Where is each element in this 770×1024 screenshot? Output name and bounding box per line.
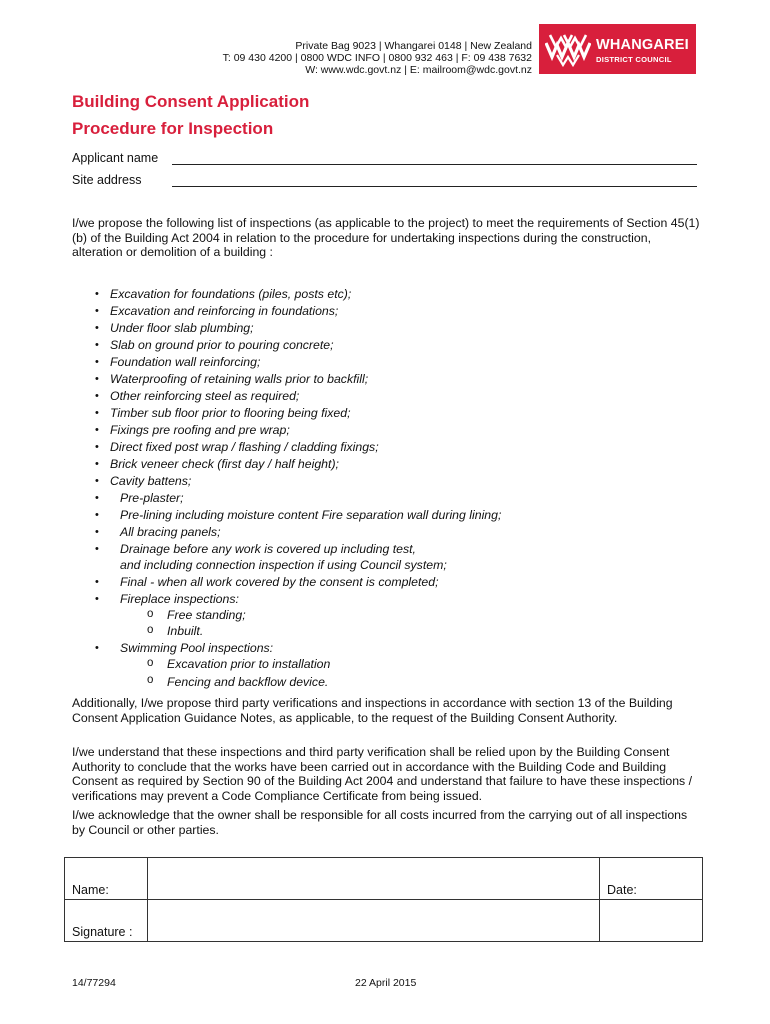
bullet-icon: •: [95, 288, 99, 300]
bullet-icon: •: [95, 458, 99, 470]
sub-bullet-icon: o: [147, 674, 154, 686]
bullet-icon: •: [95, 424, 99, 436]
bullet-icon: •: [95, 322, 99, 334]
sub-bullet-icon: o: [147, 657, 154, 669]
applicant-name-label: Applicant name: [72, 151, 159, 165]
sub-list-item: Excavation prior to installation: [167, 657, 331, 671]
bullet-icon: •: [95, 642, 99, 654]
logo-wordmark: WHANGAREI: [596, 37, 689, 53]
list-item: Under floor slab plumbing;: [110, 321, 254, 335]
list-item: Fireplace inspections:: [120, 592, 239, 606]
list-item: Fixings pre roofing and pre wrap;: [110, 423, 290, 437]
document-reference: 14/77294: [72, 977, 116, 989]
bullet-icon: •: [95, 526, 99, 538]
page-title: Building Consent Application: [72, 92, 310, 111]
list-item: Excavation for foundations (piles, posts etc);: [110, 287, 352, 301]
logo-subtitle: DISTRICT COUNCIL: [596, 55, 672, 64]
contact-web: W: www.wdc.govt.nz | E: mailroom@wdc.govt.nz: [305, 64, 532, 76]
applicant-name-field[interactable]: [172, 164, 697, 165]
list-item: Timber sub floor prior to flooring being fixed;: [110, 406, 351, 420]
site-address-label: Site address: [72, 173, 142, 187]
sub-list-item: Fencing and backflow device.: [167, 675, 329, 689]
signature-table: [64, 857, 703, 942]
list-item: Slab on ground prior to pouring concrete;: [110, 338, 334, 352]
list-item: Pre-plaster;: [120, 491, 184, 505]
sub-list-item: Inbuilt.: [167, 624, 204, 638]
sub-list-item: Free standing;: [167, 608, 246, 622]
council-logo: [539, 24, 696, 74]
sub-bullet-icon: o: [147, 608, 154, 620]
list-item: Brick veneer check (first day / half height);: [110, 457, 339, 471]
bullet-icon: •: [95, 373, 99, 385]
understanding-paragraph: I/we understand that these inspections and third party verification shall be relied upon by the Building Consent Authority to conclude that the works have been carried out in accordance with the Building Code and Building Consent as required by Section 90 of the Building Act 2004 and understand that failure to have these inspections / verifications may prevent a Code Compliance Certificate from being issued.: [72, 745, 693, 803]
acknowledgement-paragraph: I/we acknowledge that the owner shall be responsible for all costs incurred from the carrying out of all inspections by Council or other parties.: [72, 808, 688, 837]
list-item: Other reinforcing steel as required;: [110, 389, 300, 403]
bullet-icon: •: [95, 305, 99, 317]
bullet-icon: •: [95, 441, 99, 453]
signature-extra-cell[interactable]: [600, 900, 703, 942]
list-item: Foundation wall reinforcing;: [110, 355, 261, 369]
bullet-icon: •: [95, 509, 99, 521]
list-item: Final - when all work covered by the consent is completed;: [120, 575, 439, 589]
name-label: Name:: [65, 858, 148, 900]
date-field[interactable]: Date:: [600, 858, 703, 900]
intro-paragraph: I/we propose the following list of inspections (as applicable to the project) to meet the requirements of Section 45(1)(b) of the Building Act 2004 in relation to the procedure for undertaking inspections during the construction, alteration or demolition of a building :: [72, 216, 700, 259]
list-item: All bracing panels;: [120, 525, 221, 539]
site-address-field[interactable]: [172, 186, 697, 187]
list-item: Excavation and reinforcing in foundations;: [110, 304, 339, 318]
third-party-paragraph: Additionally, I/we propose third party verifications and inspections in accordance with section 13 of the Building Consent Application Guidance Notes, as applicable, to the request of the Building Consent Authority.: [72, 696, 673, 725]
list-item-continuation: and including connection inspection if using Council system;: [120, 558, 447, 572]
list-item: Waterproofing of retaining walls prior to backfill;: [110, 372, 369, 386]
bullet-icon: •: [95, 576, 99, 588]
bullet-icon: •: [95, 390, 99, 402]
page-subtitle: Procedure for Inspection: [72, 119, 274, 138]
signature-label: Signature :: [65, 900, 148, 942]
bullet-icon: •: [95, 492, 99, 504]
signature-field[interactable]: [148, 900, 600, 942]
bullet-icon: •: [95, 339, 99, 351]
sub-bullet-icon: o: [147, 624, 154, 636]
contact-phone: T: 09 430 4200 | 0800 WDC INFO | 0800 932 463 | F: 09 438 7632: [222, 52, 532, 64]
contact-address: Private Bag 9023 | Whangarei 0148 | New Zealand: [295, 40, 532, 52]
bullet-icon: •: [95, 356, 99, 368]
list-item: Direct fixed post wrap / flashing / cladding fixings;: [110, 440, 379, 454]
council-emblem-icon: [545, 31, 591, 67]
list-item: Pre-lining including moisture content Fire separation wall during lining;: [120, 508, 502, 522]
list-item: Cavity battens;: [110, 474, 192, 488]
bullet-icon: •: [95, 593, 99, 605]
list-item: Drainage before any work is covered up including test,: [120, 542, 416, 556]
bullet-icon: •: [95, 543, 99, 555]
bullet-icon: •: [95, 407, 99, 419]
document-date: 22 April 2015: [355, 977, 417, 989]
name-field[interactable]: [148, 858, 600, 900]
bullet-icon: •: [95, 475, 99, 487]
list-item: Swimming Pool inspections:: [120, 641, 274, 655]
